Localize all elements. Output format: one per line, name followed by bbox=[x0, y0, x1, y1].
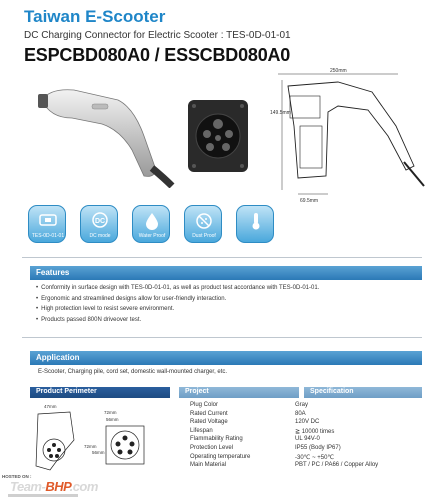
badge-label: TES-0D-01-01 bbox=[31, 233, 65, 239]
divider bbox=[22, 257, 422, 258]
spec-value: IP55 (Body IP67) bbox=[295, 444, 341, 451]
features-header bbox=[30, 266, 422, 280]
dim-depth: 69.5mm bbox=[300, 198, 319, 204]
badge-temp bbox=[235, 205, 277, 251]
perimeter-header bbox=[30, 387, 170, 398]
tes-logo-icon bbox=[38, 211, 58, 231]
feature-badges bbox=[28, 205, 288, 251]
watermark-logo-c: .com bbox=[69, 479, 98, 494]
dust-proof-icon bbox=[194, 211, 214, 231]
features-heading: Features bbox=[36, 268, 70, 277]
dim-width: 250mm bbox=[330, 68, 347, 74]
table-row bbox=[190, 402, 422, 411]
table-row bbox=[190, 411, 422, 420]
perimeter-drawing bbox=[30, 400, 170, 472]
badge-tes bbox=[28, 205, 66, 243]
watermark-logo bbox=[10, 479, 98, 494]
subtitle: DC Charging Connector for Electric Scooter : TES-0D-01-01 bbox=[24, 30, 291, 41]
project-heading: Project bbox=[185, 388, 209, 395]
badge-label: DC mode bbox=[89, 233, 111, 239]
spec-key: Rated Current bbox=[190, 410, 228, 417]
badge-label: Wide Range Temp bbox=[235, 245, 277, 251]
watermark-strap bbox=[8, 494, 78, 497]
watermark-logo-a: Team- bbox=[10, 479, 46, 494]
table-row bbox=[190, 454, 422, 463]
table-row bbox=[190, 428, 422, 437]
technical-drawing bbox=[268, 66, 428, 214]
spec-key: Main Material bbox=[190, 462, 227, 469]
table-row bbox=[190, 462, 422, 471]
list-item: • Ergonomic and streamlined designs allow for user-friendly interaction. bbox=[36, 294, 319, 305]
list-item: • Products passed 800N driveover test. bbox=[36, 315, 319, 326]
spec-value: PBT / PC / PA66 / Copper Alloy bbox=[295, 462, 379, 469]
spec-key: Flammability Rating bbox=[190, 436, 243, 443]
spec-value: ≧ 10000 times bbox=[295, 428, 335, 435]
spec-value: 120V DC bbox=[295, 419, 320, 426]
water-drop-icon bbox=[142, 211, 162, 231]
svg-text:DC: DC bbox=[95, 218, 106, 225]
perimeter-heading: Product Perimeter bbox=[36, 388, 97, 395]
spec-value: -30℃ ~ +50℃ bbox=[295, 454, 335, 461]
spec-key: Rated Voltage bbox=[190, 419, 228, 426]
features-list bbox=[36, 283, 319, 325]
divider bbox=[22, 337, 422, 338]
table-row bbox=[190, 445, 422, 454]
list-item: • Conformity in surface design with TES-0D-01-01, as well as product test accordance with TES-0D-01-01. bbox=[36, 283, 319, 294]
spec-key: Protection Level bbox=[190, 444, 234, 451]
spec-table bbox=[190, 402, 422, 471]
spec-heading: Specification bbox=[310, 388, 354, 395]
socket-image bbox=[186, 98, 250, 174]
application-text: E-Scooter, Charging pile, cord set, domestic wall-mounted charger, etc. bbox=[38, 369, 228, 375]
table-row bbox=[190, 436, 422, 445]
perim-dim-c: 56mm bbox=[106, 417, 119, 422]
badge-label: Water Proof bbox=[138, 233, 166, 239]
table-row bbox=[190, 419, 422, 428]
dc-mode-icon bbox=[90, 211, 110, 231]
charging-plug-image bbox=[22, 78, 182, 188]
spec-value: Gray bbox=[295, 402, 309, 408]
badge-dc bbox=[80, 205, 118, 243]
badge-label: Dust Proof bbox=[192, 233, 216, 239]
spec-header bbox=[304, 387, 422, 398]
spec-key: Lifespan bbox=[190, 427, 213, 434]
badge-water bbox=[132, 205, 170, 243]
perim-dim-d: 72mm bbox=[84, 444, 97, 449]
project-header bbox=[179, 387, 299, 398]
list-item: • High protection level to resist severe environment. bbox=[36, 304, 319, 315]
perim-dim-e: 56mm bbox=[92, 450, 105, 455]
dim-height: 149.5mm bbox=[270, 110, 291, 116]
badge-dust bbox=[184, 205, 222, 243]
perim-dim-a: 47mm bbox=[44, 404, 57, 409]
watermark-hosted: HOSTED ON : bbox=[2, 474, 32, 479]
application-heading: Application bbox=[36, 353, 80, 362]
brand-title: Taiwan E-Scooter bbox=[24, 7, 166, 26]
application-header bbox=[30, 351, 422, 365]
watermark bbox=[2, 474, 112, 500]
spec-value: UL 94V-0 bbox=[295, 436, 320, 443]
spec-key: Plug Color bbox=[190, 402, 219, 408]
spec-value: 80A bbox=[295, 410, 306, 417]
thermometer-icon bbox=[246, 211, 266, 231]
perim-dim-b: 72mm bbox=[104, 410, 117, 415]
model-number: ESPCBD080A0 / ESSCBD080A0 bbox=[24, 45, 291, 65]
spec-key: Operating temperature bbox=[190, 453, 251, 460]
watermark-logo-b: BHP bbox=[45, 479, 70, 494]
